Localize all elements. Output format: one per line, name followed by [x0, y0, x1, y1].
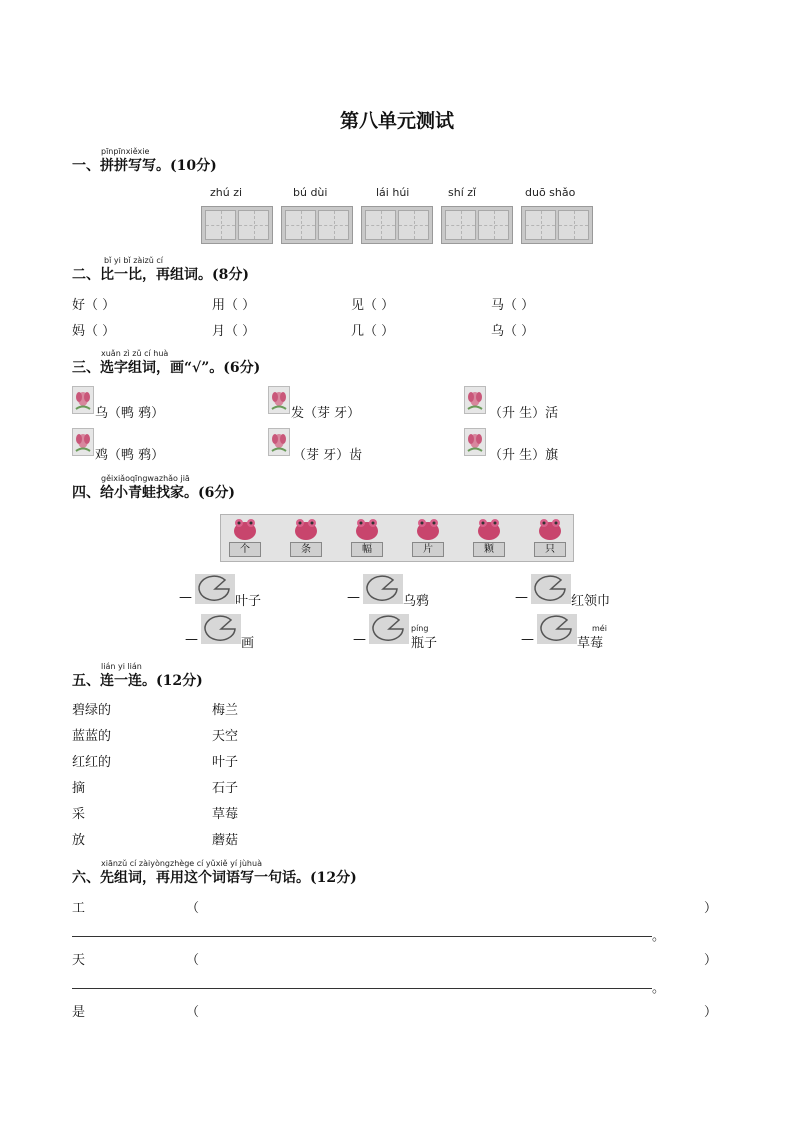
writing-box[interactable]: [441, 206, 513, 244]
section-3-heading: 三、选字组词，画“√”。(6分): [72, 360, 261, 376]
noun-pinyin: méi: [592, 624, 607, 633]
frog-label: 个: [229, 542, 261, 557]
choice-item: 发（芽 牙）: [291, 406, 361, 421]
compare-item: 妈（ ）: [72, 324, 116, 339]
match-left[interactable]: 碧绿的: [72, 703, 112, 718]
compare-item: 月（ ）: [212, 324, 256, 339]
writing-box[interactable]: [521, 206, 593, 244]
frog-label: 片: [412, 542, 444, 557]
lily-pad-blank[interactable]: [369, 614, 409, 644]
answer-line[interactable]: [72, 936, 652, 937]
match-left[interactable]: 采: [72, 807, 86, 822]
match-right[interactable]: 蘑菇: [212, 833, 239, 848]
section-3-pinyin: xuǎn zì zǔ cí huà: [101, 349, 169, 358]
section-5-pinyin: lián yi lián: [101, 662, 142, 671]
compare-item: 乌（ ）: [491, 324, 535, 339]
noun-item: 乌鸦: [403, 594, 430, 609]
pinyin-item: duō shǎo: [525, 186, 576, 199]
frog-card[interactable]: [286, 517, 326, 559]
frog-label: 条: [290, 542, 322, 557]
frog-label: 幅: [351, 542, 383, 557]
section-4-pinyin: gěixiǎoqīngwazhǎo jiā: [101, 474, 190, 483]
dash: —: [185, 632, 198, 647]
choice-item: （升 生）旗: [489, 448, 559, 463]
dash: —: [347, 590, 360, 605]
frog-strip: [220, 514, 574, 562]
lily-pad-blank[interactable]: [201, 614, 241, 644]
lotus-icon: [464, 428, 486, 456]
match-right[interactable]: 天空: [212, 729, 239, 744]
lily-pad-blank[interactable]: [531, 574, 571, 604]
lotus-icon: [268, 386, 290, 414]
match-right[interactable]: 草莓: [212, 807, 239, 822]
choice-item: 乌（鸭 鸦）: [95, 406, 165, 421]
lotus-icon: [464, 386, 486, 414]
match-right[interactable]: 石子: [212, 781, 239, 796]
writing-box[interactable]: [201, 206, 273, 244]
match-right[interactable]: 梅兰: [212, 703, 239, 718]
match-right[interactable]: 叶子: [212, 755, 239, 770]
sentence-char: 是: [72, 1005, 86, 1020]
choice-item: （升 生）活: [489, 406, 559, 421]
lily-pad-blank[interactable]: [537, 614, 577, 644]
dash: —: [353, 632, 366, 647]
dash: —: [521, 632, 534, 647]
section-4-heading: 四、给小青蛙找家。(6分): [72, 485, 235, 501]
noun-item: 叶子: [235, 594, 262, 609]
match-left[interactable]: 放: [72, 833, 86, 848]
lotus-icon: [72, 428, 94, 456]
match-left[interactable]: 蓝蓝的: [72, 729, 112, 744]
section-2-heading: 二、比一比，再组词。(8分): [72, 267, 249, 283]
section-2-pinyin: bǐ yi bǐ zàizǔ cí: [104, 256, 163, 265]
section-1-pinyin: pīnpīnxiěxie: [101, 147, 150, 156]
frog-card[interactable]: [225, 517, 265, 559]
period: 。: [652, 981, 666, 996]
match-left[interactable]: 红红的: [72, 755, 112, 770]
period: 。: [652, 929, 666, 944]
section-6-heading: 六、先组词，再用这个词语写一句话。(12分): [72, 870, 357, 886]
sentence-char: 工: [72, 901, 86, 916]
writing-box[interactable]: [361, 206, 433, 244]
noun-item: 瓶子: [411, 636, 438, 651]
frog-card[interactable]: [408, 517, 448, 559]
answer-line[interactable]: [72, 988, 652, 989]
dash: —: [179, 590, 192, 605]
noun-pinyin: píng: [411, 624, 429, 633]
lily-pad-blank[interactable]: [195, 574, 235, 604]
close-paren: ）: [704, 901, 718, 916]
pinyin-item: zhú zi: [210, 186, 243, 199]
page-title: 第八单元测试: [339, 110, 454, 132]
compare-item: 几（ ）: [351, 324, 395, 339]
frog-label: 只: [534, 542, 566, 557]
section-5-heading: 五、连一连。(12分): [72, 673, 203, 689]
lily-pad-blank[interactable]: [363, 574, 403, 604]
open-paren: （: [186, 953, 200, 968]
compare-item: 好（ ）: [72, 298, 116, 313]
pinyin-item: lái húi: [376, 186, 410, 199]
noun-item: 草莓: [577, 636, 604, 651]
compare-item: 马（ ）: [491, 298, 535, 313]
lotus-icon: [72, 386, 94, 414]
lotus-icon: [268, 428, 290, 456]
frog-card[interactable]: [469, 517, 509, 559]
match-left[interactable]: 摘: [72, 781, 86, 796]
open-paren: （: [186, 1005, 200, 1020]
open-paren: （: [186, 901, 200, 916]
choice-item: （芽 牙）齿: [293, 448, 363, 463]
frog-card[interactable]: [530, 517, 570, 559]
close-paren: ）: [704, 1005, 718, 1020]
section-1-heading: 一、拼拼写写。(10分): [72, 158, 217, 174]
frog-card[interactable]: [347, 517, 387, 559]
writing-box[interactable]: [281, 206, 353, 244]
noun-item: 画: [241, 636, 255, 651]
compare-item: 见（ ）: [351, 298, 395, 313]
section-6-pinyin: xiānzǔ cí zàiyòngzhège cí yǔxiě yí jùhuà: [101, 859, 262, 868]
pinyin-item: shí zǐ: [448, 186, 477, 199]
noun-item: 红领巾: [571, 594, 611, 609]
pinyin-item: bú dùi: [293, 186, 328, 199]
frog-label: 颗: [473, 542, 505, 557]
dash: —: [515, 590, 528, 605]
sentence-char: 天: [72, 953, 86, 968]
close-paren: ）: [704, 953, 718, 968]
compare-item: 用（ ）: [212, 298, 256, 313]
choice-item: 鸡（鸭 鸦）: [95, 448, 165, 463]
